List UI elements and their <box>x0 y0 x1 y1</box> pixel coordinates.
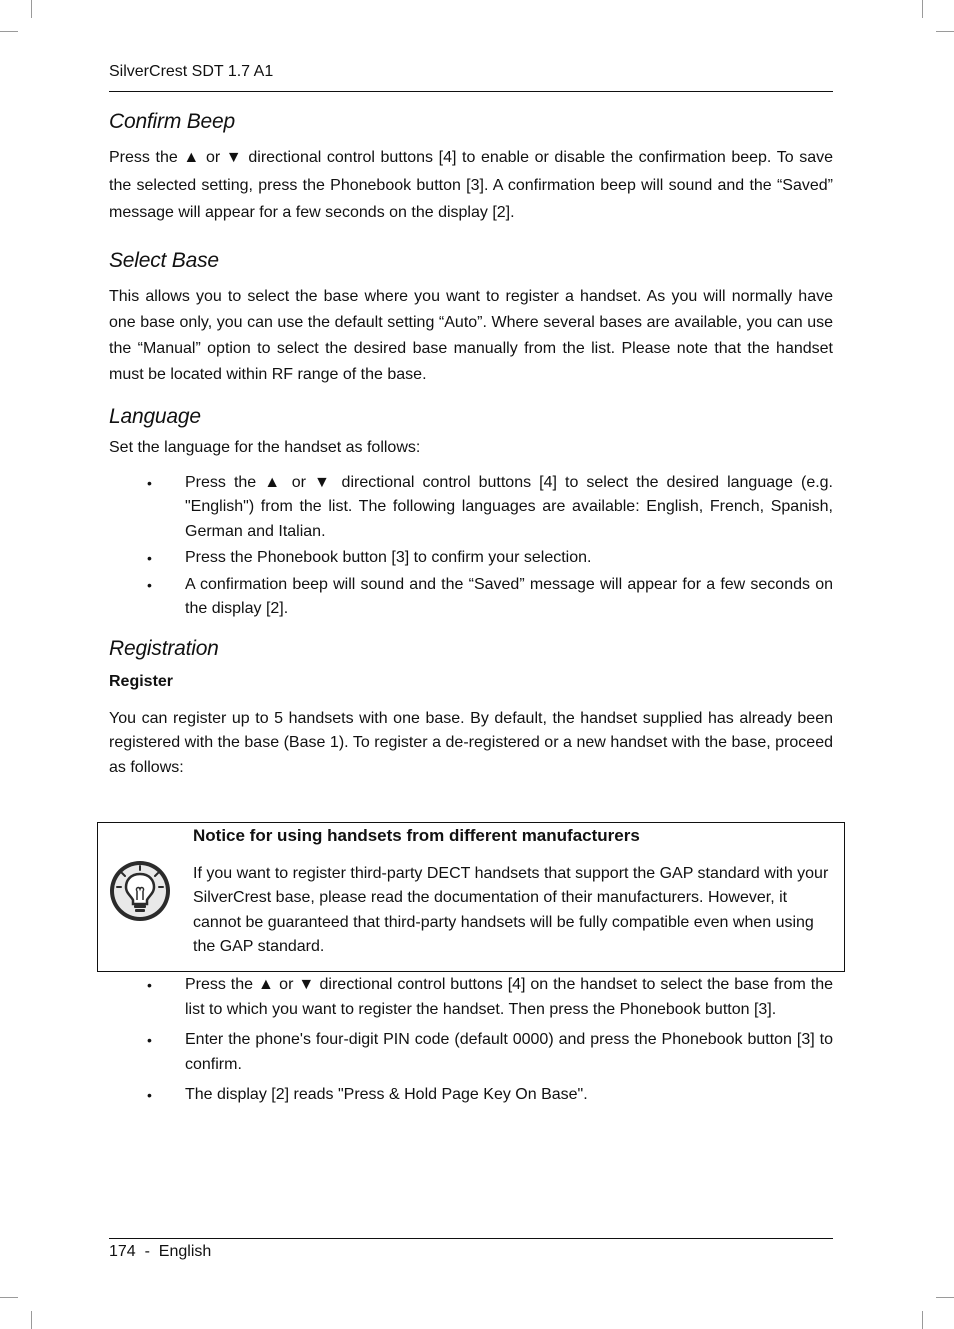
crop-mark <box>936 1297 954 1298</box>
page-content <box>109 110 833 780</box>
notice-box <box>97 822 845 972</box>
footer-rule <box>109 1238 833 1239</box>
list-item <box>109 1083 833 1108</box>
section-heading-select-base: Select Base <box>109 248 219 272</box>
header-rule <box>109 91 833 92</box>
list-item <box>109 973 833 1022</box>
section-heading-registration: Registration <box>109 636 219 660</box>
list-item-text: Press the ▲ or ▼ directional control buttons [4] to select the desired language (e.g. "English") from the list. The following languages are available: English, French, Spanish, German and Italian. <box>185 473 833 540</box>
list-item <box>109 573 833 622</box>
bullet: • <box>147 474 152 491</box>
register-paragraph: You can register up to 5 handsets with one base. By default, the handset supplied has already been registered with the base (Base 1). To register a de-registered or a new handset with the base, proceed as follows: <box>109 709 833 776</box>
lightbulb-icon <box>108 859 172 928</box>
crop-mark <box>31 0 32 18</box>
select-base-paragraph: This allows you to select the base where you want to register a handset. As you will normally have one base only, you can use the default setting “Auto”. Where several bases are available, you can use the “Manual” option to select the desired base manually from the list. Please note that the handset must be located within RF range of the base. <box>109 287 833 383</box>
registration-steps <box>109 973 833 1108</box>
crop-mark <box>31 1311 32 1329</box>
notice-title: Notice for using handsets from different manufacturers <box>193 826 640 845</box>
language-intro: Set the language for the handset as follows: <box>109 438 421 456</box>
list-item <box>109 546 833 571</box>
section-heading-confirm-beep: Confirm Beep <box>109 110 235 133</box>
registration-steps-container <box>109 973 833 1108</box>
list-item-text: The display [2] reads "Press & Hold Page Key On Base". <box>185 1086 588 1103</box>
crop-mark <box>0 1297 18 1298</box>
running-header: SilverCrest SDT 1.7 A1 <box>109 63 274 80</box>
subheading-register: Register <box>109 672 174 690</box>
notice-text: If you want to register third-party DECT handsets that support the GAP standard with your SilverCrest base, please read the documentation of their manufacturers. However, it cannot be guaranteed that third-party handsets will be fully compatible even when using the GAP standard. <box>193 865 829 955</box>
crop-mark <box>922 1311 923 1329</box>
bullet: • <box>147 576 152 593</box>
list-item <box>109 1028 833 1077</box>
list-item-text: Press the Phonebook button [3] to confirm your selection. <box>185 549 592 566</box>
confirm-beep-paragraph: Press the ▲ or ▼ directional control buttons [4] to enable or disable the confirmation beep. To save the selected setting, press the Phonebook button [3]. A confirmation beep will sound and the “Saved” message will appear for a few seconds on the display [2]. <box>109 149 833 221</box>
crop-mark <box>922 0 923 18</box>
bullet: • <box>147 1087 152 1103</box>
list-item-text: Enter the phone's four-digit PIN code (default 0000) and press the Phonebook button [3] to confirm. <box>185 1031 833 1073</box>
list-item-text: A confirmation beep will sound and the “Saved” message will appear for a few seconds on the display [2]. <box>185 575 833 617</box>
list-item <box>109 471 833 545</box>
bullet: • <box>147 550 152 566</box>
crop-mark <box>936 31 954 32</box>
bullet: • <box>147 1032 152 1048</box>
crop-mark <box>0 31 18 32</box>
language-steps <box>109 471 833 622</box>
list-item-text: Press the ▲ or ▼ directional control buttons [4] on the handset to select the base from the list to which you want to register the handset. Then press the Phonebook button [3]. <box>185 976 833 1018</box>
section-heading-language: Language <box>109 404 201 428</box>
page-number: 174 - English <box>109 1243 212 1260</box>
bullet: • <box>147 977 152 993</box>
